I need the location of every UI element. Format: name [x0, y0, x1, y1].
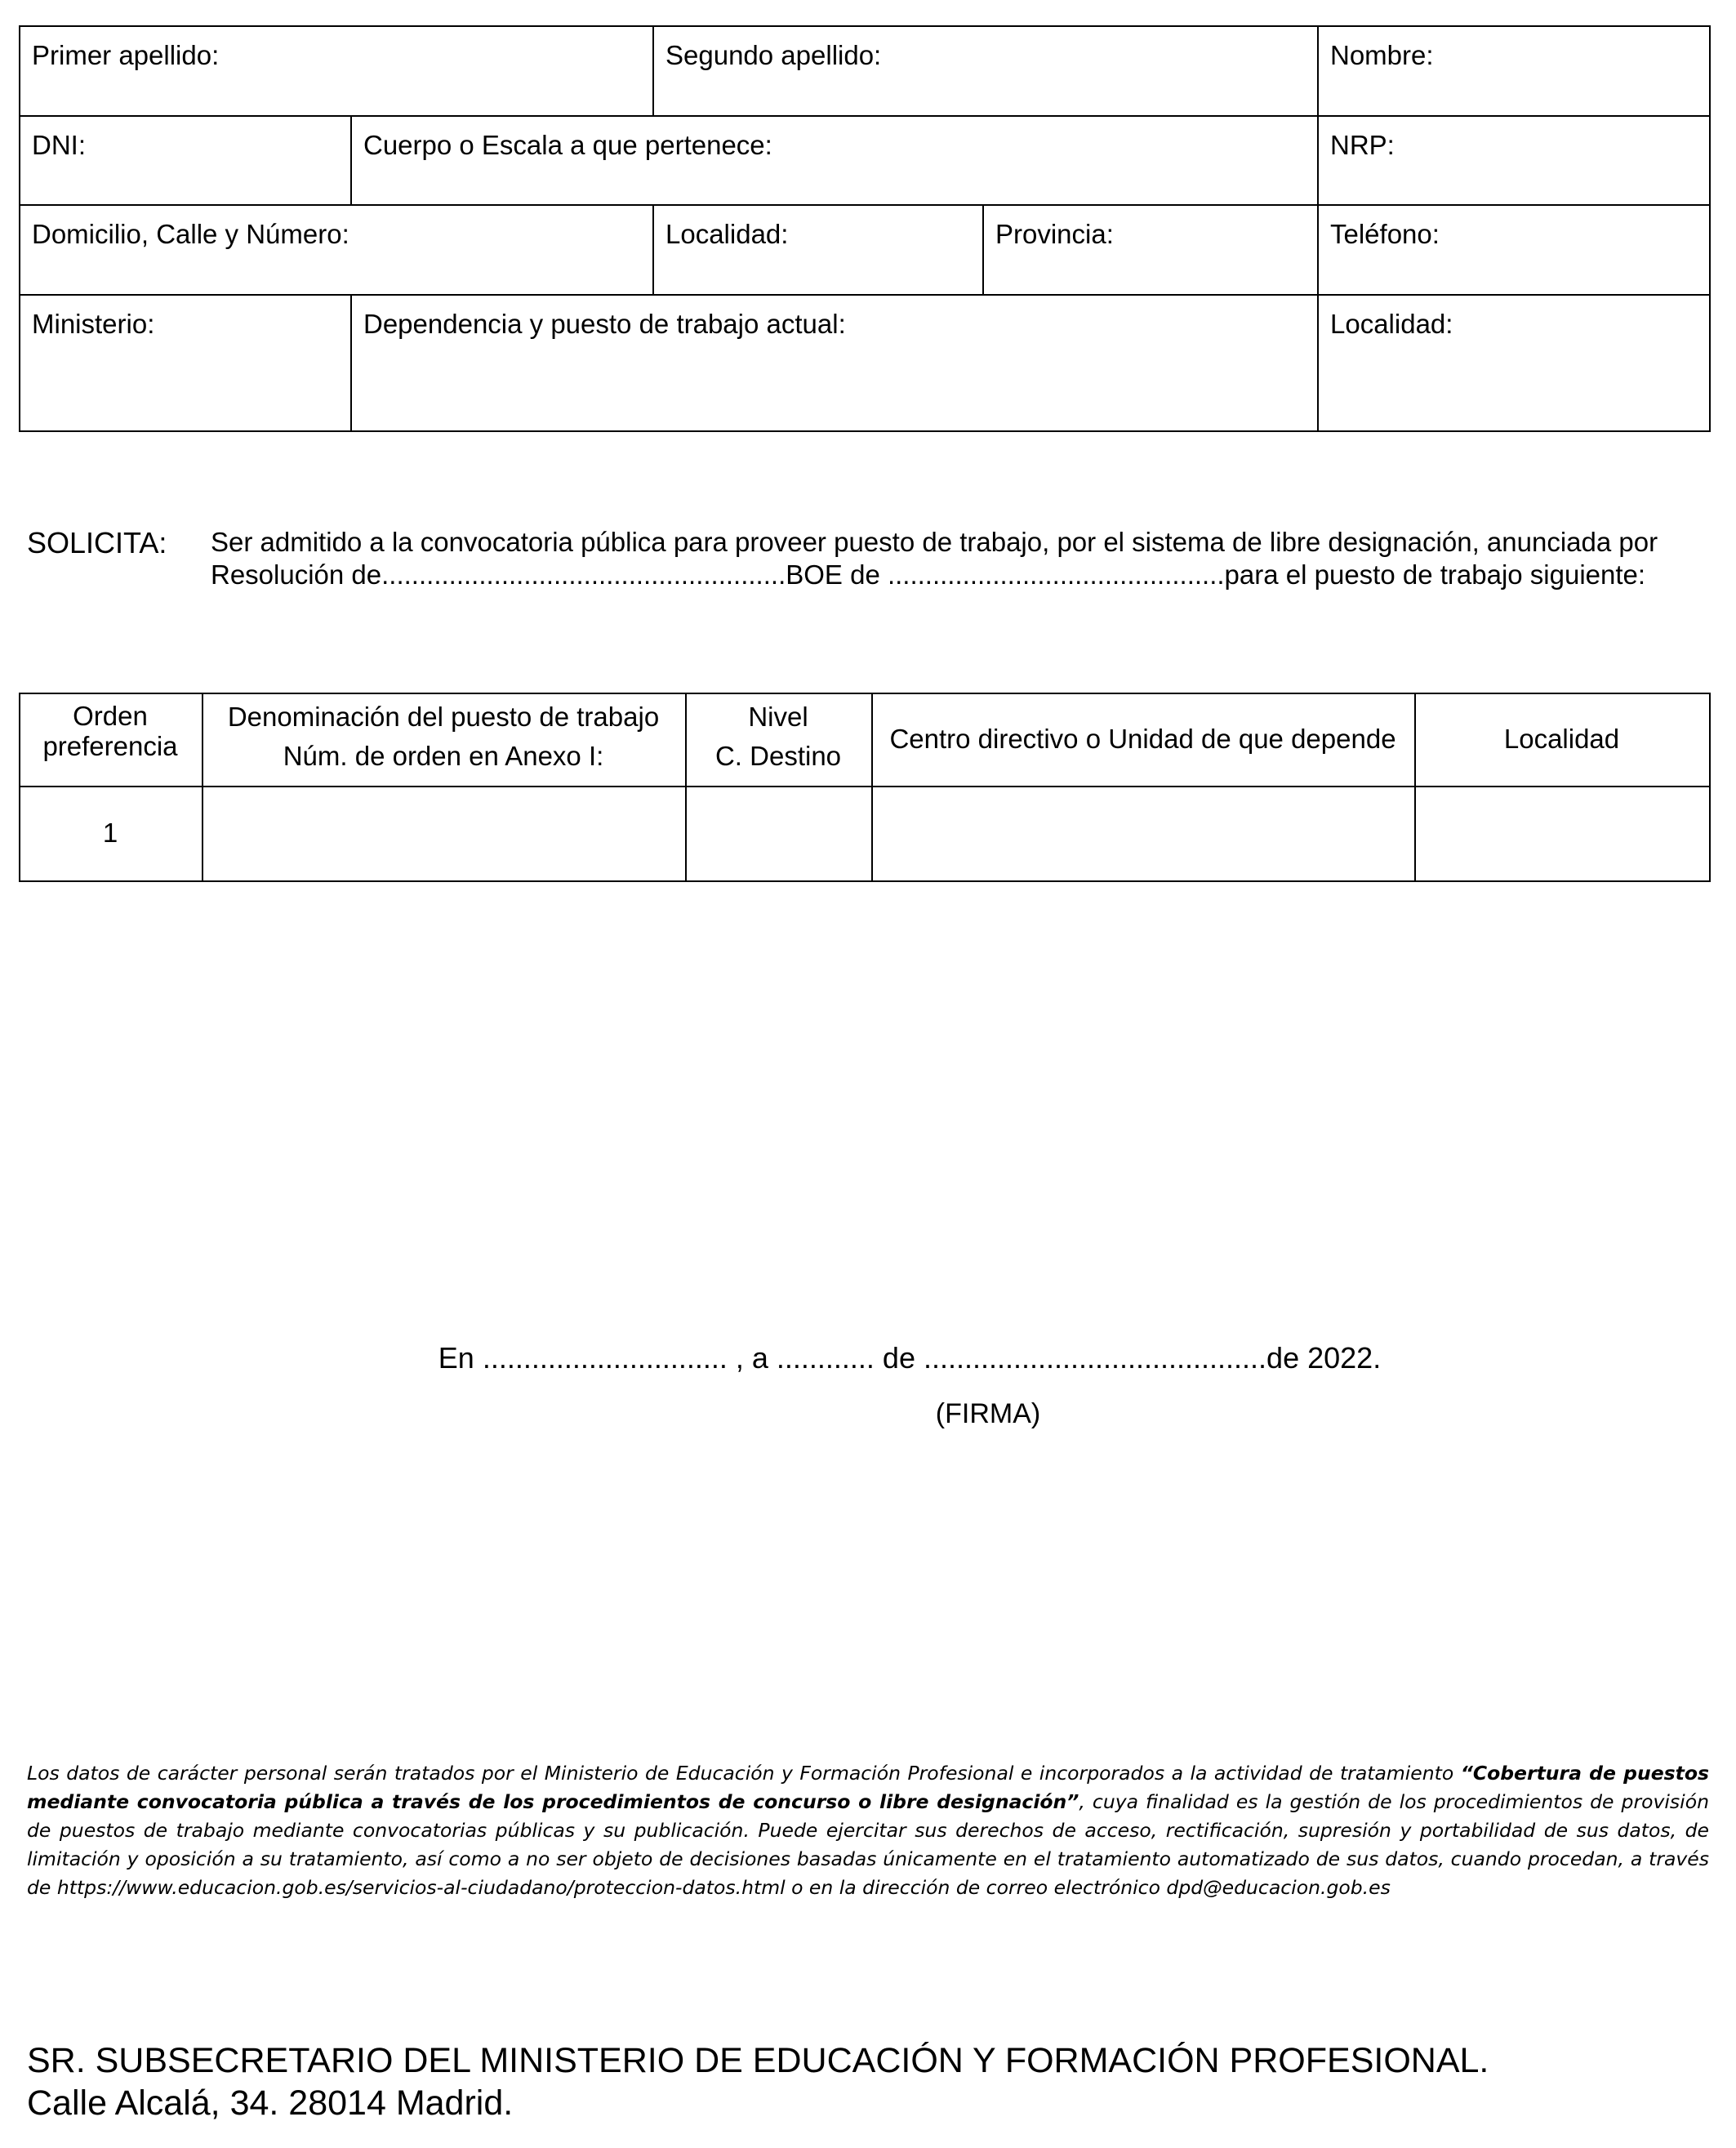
personal-data-table [19, 25, 1711, 432]
field-provincia[interactable] [982, 204, 1317, 294]
label-domicilio: Domicilio, Calle y Número: [32, 219, 349, 249]
signature-firma: (FIRMA) [935, 1398, 1041, 1429]
field-cuerpo-escala[interactable] [350, 115, 1317, 204]
solicita-section [27, 523, 1709, 596]
field-segundo-apellido[interactable] [652, 25, 1317, 115]
field-dni[interactable] [19, 115, 350, 204]
label-nombre: Nombre: [1330, 40, 1434, 70]
legal-text-part2: , cuya finalidad es la gestión de los procedimientos de provisión de puestos de trabajo mediante convocatorias públicas y su publicación. Puede ejercitar sus derechos de acceso, rectificación, supresión y portabilidad de sus datos, de limitación y oposición a su tratamiento, así como a no ser objeto de decisiones basadas únicamente en el tratamiento automatizado de sus datos, cuando procedan, a través de https://www.educacion.gob.es/servicios-al-ciudadano/proteccion-datos.html o en la dirección de correo electrónico dpd@educacion.gob.es [27, 1790, 1709, 1899]
header-nivel-line1: Nivel [748, 702, 808, 732]
label-dependencia-puesto: Dependencia y puesto de trabajo actual: [363, 309, 846, 339]
field-primer-apellido[interactable] [19, 25, 652, 115]
addressee-line1: SR. SUBSECRETARIO DEL MINISTERIO DE EDUCACIÓN Y FORMACIÓN PROFESIONAL. [27, 2041, 1489, 2080]
field-localidad-domicilio[interactable] [652, 204, 982, 294]
solicita-label: SOLICITA: [27, 526, 167, 559]
header-orden-line1: Orden [73, 701, 148, 731]
label-provincia: Provincia: [995, 219, 1114, 249]
row-orden-value: 1 [102, 818, 118, 848]
field-nrp[interactable] [1317, 115, 1709, 204]
header-denominacion [202, 693, 685, 786]
header-orden-line2: preferencia [42, 731, 178, 761]
field-localidad-puesto[interactable] [1317, 294, 1709, 430]
label-ministerio: Ministerio: [32, 309, 155, 339]
legal-notice [27, 1759, 1709, 1902]
addressee-line2: Calle Alcalá, 34. 28014 Madrid. [27, 2083, 514, 2123]
positions-table [19, 693, 1711, 882]
field-telefono[interactable] [1317, 204, 1709, 294]
solicita-text-line2: Resolución de......................................................BOE de .............................................para el puesto de trabajo siguiente: [211, 559, 1646, 590]
label-dni: DNI: [32, 130, 86, 160]
header-localidad [1414, 693, 1709, 786]
row-orden-cell [19, 786, 202, 880]
label-telefono: Teléfono: [1330, 219, 1440, 249]
label-cuerpo-escala: Cuerpo o Escala a que pertenece: [363, 130, 772, 160]
header-denominacion-line2: Núm. de orden en Anexo I: [283, 741, 604, 771]
label-primer-apellido: Primer apellido: [32, 40, 220, 70]
label-segundo-apellido: Segundo apellido: [665, 40, 882, 70]
header-orden-preferencia [19, 693, 202, 786]
signature-date-line [0, 1341, 1736, 1375]
header-centro-label: Centro directivo o Unidad de que depende [889, 724, 1396, 754]
legal-text-part1: Los datos de carácter personal serán tratados por el Ministerio de Educación y Formación Profesional e incorporados a la actividad de tratamiento [27, 1762, 1461, 1785]
header-localidad-label: Localidad [1503, 724, 1620, 754]
row-centro-cell[interactable] [871, 786, 1414, 880]
row-localidad-cell[interactable] [1414, 786, 1709, 880]
label-localidad-domicilio: Localidad: [665, 219, 789, 249]
addressee [27, 2039, 1489, 2124]
solicita-text-line1: Ser admitido a la convocatoria pública para proveer puesto de trabajo, por el sistema de libre designación, anunciada por [211, 527, 1658, 557]
header-centro-directivo [871, 693, 1414, 786]
header-nivel [685, 693, 871, 786]
label-nrp: NRP: [1330, 130, 1395, 160]
field-domicilio[interactable] [19, 204, 652, 294]
row-denominacion-cell[interactable] [202, 786, 685, 880]
header-nivel-line2: C. Destino [714, 741, 842, 771]
label-localidad-puesto: Localidad: [1330, 309, 1453, 339]
row-nivel-cell[interactable] [685, 786, 871, 880]
field-nombre[interactable] [1317, 25, 1709, 115]
date-line-text: En .............................. , a ............ de ..........................................de 2022. [438, 1341, 1382, 1375]
field-dependencia-puesto[interactable] [350, 294, 1317, 430]
header-denominacion-line1: Denominación del puesto de trabajo [227, 702, 660, 732]
legal-text-bold: “Cobertura de puestos mediante convocatoria pública a través de los procedimientos de concurso o libre designación” [27, 1762, 1709, 1813]
field-ministerio[interactable] [19, 294, 350, 430]
